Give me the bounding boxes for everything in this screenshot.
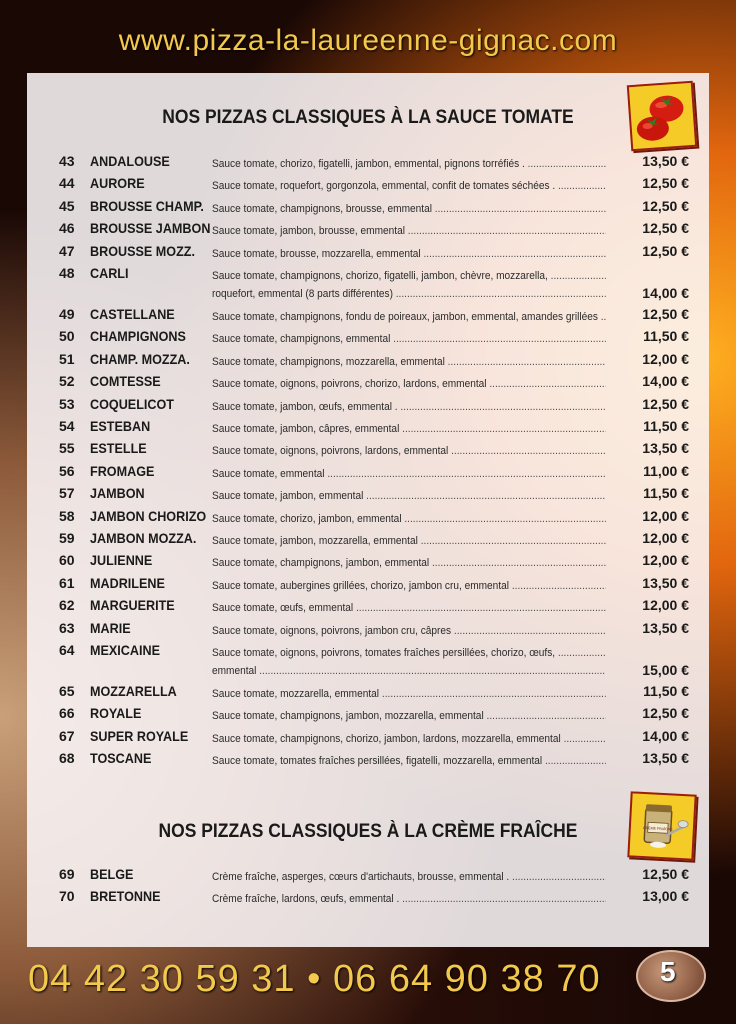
menu-item-price: 13,50 € — [642, 619, 689, 636]
menu-item-number: 52 — [59, 373, 75, 390]
menu-item-name: SUPER ROYALE — [90, 727, 189, 744]
menu-item-price: 12,50 € — [642, 866, 689, 882]
menu-item-number: 43 — [59, 153, 75, 169]
menu-item-number: 53 — [59, 395, 75, 412]
menu-item-number: 51 — [59, 350, 75, 367]
menu-item-description: Sauce tomate, champignons, chorizo, jambon, lardons, mozzarella, emmental ..... — [212, 730, 606, 748]
creme-fraiche-jar-label: CRÈME FRAÎCHE — [642, 826, 673, 832]
menu-item-price: 12,00 € — [642, 552, 689, 569]
menu-item-name: BRETONNE — [90, 888, 161, 905]
menu-item-description: Sauce tomate, chorizo, figatelli, jambon, emmental, pignons torréfiés . ..... — [212, 155, 606, 173]
menu-item-number: 70 — [59, 888, 75, 905]
menu-item-price: 14,00 € — [642, 285, 689, 301]
menu-item-row — [27, 728, 709, 750]
menu-item-row — [27, 463, 709, 485]
menu-item-number: 57 — [59, 485, 75, 502]
menu-item-row — [27, 175, 709, 197]
menu-item-number: 60 — [59, 552, 75, 569]
menu-item-description: Sauce tomate, oignons, poivrons, jambon cru, câpres ..... — [212, 622, 606, 640]
menu-item-name: MADRILENE — [90, 574, 165, 591]
menu-item-row — [27, 683, 709, 705]
menu-item-name: COQUELICOT — [90, 395, 175, 412]
menu-item-price: 12,50 € — [642, 175, 689, 192]
menu-item-price: 11,00 € — [643, 462, 689, 479]
menu-item-price: 12,50 € — [642, 242, 689, 259]
menu-item-number: 64 — [59, 642, 75, 658]
menu-item-number: 63 — [59, 619, 75, 636]
menu-item-description: Sauce tomate, champignons, jambon, mozzarella, emmental ..... — [212, 707, 606, 725]
menu-item-description: Sauce tomate, champignons, fondu de poireaux, jambon, emmental, amandes grillées ..... — [212, 308, 606, 326]
menu-item-number: 46 — [59, 220, 75, 237]
menu-item-name: BROUSSE MOZZ. — [90, 242, 196, 259]
menu-item-row — [27, 530, 709, 552]
menu-item-name: TOSCANE — [90, 750, 152, 767]
menu-item-description: Sauce tomate, jambon, œufs, emmental . ..... — [212, 398, 606, 416]
menu-item-description: Sauce tomate, aubergines grillées, chorizo, jambon cru, emmental ..... — [212, 577, 606, 595]
menu-item-number: 61 — [59, 574, 75, 591]
menu-item-row — [27, 642, 709, 678]
menu-item-name: JULIENNE — [90, 552, 153, 569]
menu-item-row — [27, 153, 709, 175]
menu-item-price: 11,50 € — [643, 418, 689, 434]
menu-item-name: AURORE — [90, 175, 145, 192]
menu-item-number: 59 — [59, 530, 75, 546]
menu-item-description: Sauce tomate, oignons, poivrons, chorizo, lardons, emmental ..... — [212, 375, 606, 393]
menu-item-price: 12,50 € — [642, 395, 689, 412]
menu-item-name: MARIE — [90, 619, 131, 636]
menu-item-number: 49 — [59, 306, 75, 322]
menu-item-description: Sauce tomate, roquefort, gorgonzola, emmental, confit de tomates séchées . ..... — [212, 177, 606, 195]
menu-item-price: 12,50 € — [642, 306, 689, 322]
website-url: www.pizza-la-laureenne-gignac.com — [118, 24, 618, 57]
menu-item-price: 14,00 € — [642, 727, 689, 744]
menu-item-price: 12,50 € — [642, 220, 689, 237]
menu-item-name: MOZZARELLA — [90, 683, 177, 699]
menu-item-description: Sauce tomate, mozzarella, emmental ..... — [212, 685, 606, 703]
menu-item-name: JAMBON MOZZA. — [90, 530, 197, 546]
menu-item-number: 69 — [59, 866, 75, 882]
menu-item-name: FROMAGE — [90, 462, 155, 479]
menu-item-number: 47 — [59, 242, 75, 259]
menu-item-row — [27, 597, 709, 619]
page-number: 5 — [660, 956, 676, 987]
menu-item-description: Sauce tomate, champignons, mozzarella, emmental ..... — [212, 353, 606, 371]
menu-item-description: Sauce tomate, tomates fraîches persillées, figatelli, mozzarella, emmental ..... — [212, 752, 606, 770]
menu-item-price: 11,50 € — [643, 485, 689, 502]
menu-item-description: Sauce tomate, oignons, poivrons, lardons, emmental ..... — [212, 442, 606, 460]
menu-item-number: 67 — [59, 727, 75, 744]
menu-item-row — [27, 418, 709, 440]
creme-fraiche-icon — [627, 791, 696, 860]
menu-item-row — [27, 552, 709, 574]
menu-item-row — [27, 750, 709, 772]
phone-separator: • — [307, 958, 322, 1000]
menu-item-name: ESTELLE — [90, 440, 147, 457]
menu-item-number: 66 — [59, 705, 75, 722]
menu-item-row — [27, 508, 709, 530]
menu-item-row — [27, 440, 709, 462]
menu-item-row — [27, 705, 709, 727]
tomato-icon — [627, 81, 697, 151]
menu-item-number: 45 — [59, 197, 75, 214]
menu-item-description: Sauce tomate, jambon, câpres, emmental ..... — [212, 420, 606, 438]
menu-item-row — [27, 620, 709, 642]
menu-item-number: 55 — [59, 440, 75, 457]
menu-item-row — [27, 866, 709, 888]
menu-item-description: Sauce tomate, brousse, mozzarella, emmental ..... — [212, 245, 606, 263]
menu-item-name: BROUSSE CHAMP. — [90, 197, 204, 214]
menu-item-price: 13,50 € — [642, 153, 689, 169]
menu-item-row — [27, 243, 709, 265]
menu-item-description: Sauce tomate, jambon, mozzarella, emmental ..... — [212, 532, 606, 550]
menu-item-description: Crème fraîche, lardons, œufs, emmental . ..... — [212, 890, 606, 908]
menu-item-name: CARLI — [90, 265, 129, 281]
menu-item-number: 50 — [59, 328, 75, 345]
menu-item-name: BELGE — [90, 866, 134, 882]
menu-item-row — [27, 328, 709, 350]
menu-item-price: 15,00 € — [642, 662, 689, 678]
menu-item-price: 12,50 € — [642, 705, 689, 722]
menu-item-description: Sauce tomate, emmental ..... — [212, 465, 606, 483]
phone-number-2[interactable]: 06 64 90 38 70 — [333, 958, 601, 1000]
menu-item-number: 44 — [59, 175, 75, 192]
menu-item-number: 68 — [59, 750, 75, 767]
menu-item-price: 12,00 € — [642, 597, 689, 614]
menu-item-price: 13,50 € — [642, 440, 689, 457]
menu-item-price: 11,50 € — [643, 683, 689, 699]
menu-item-description: Crème fraîche, asperges, cœurs d'artichauts, brousse, emmental . ..... — [212, 868, 606, 886]
menu-item-name: CHAMPIGNONS — [90, 328, 186, 345]
menu-item-price: 13,50 € — [642, 574, 689, 591]
menu-item-price: 14,00 € — [642, 373, 689, 390]
menu-item-description-line2: roquefort, emmental (8 parts différentes) ..... — [212, 285, 606, 303]
menu-item-name: ANDALOUSE — [90, 153, 170, 169]
menu-item-price: 12,00 € — [642, 507, 689, 524]
menu-item-row — [27, 888, 709, 910]
menu-item-name: ESTEBAN — [90, 418, 151, 434]
menu-item-description: Sauce tomate, champignons, brousse, emmental ..... — [212, 200, 606, 218]
section-title-creme: NOS PIZZAS CLASSIQUES À LA CRÈME FRAÎCHE — [158, 821, 578, 842]
menu-item-name: JAMBON CHORIZO — [90, 507, 207, 524]
menu-item-price: 12,00 € — [642, 350, 689, 367]
menu-item-description: Sauce tomate, oignons, poivrons, tomates fraîches persillées, chorizo, œufs, ..... — [212, 644, 606, 662]
menu-item-description: Sauce tomate, champignons, chorizo, figatelli, jambon, chèvre, mozzarella, ..... — [212, 267, 606, 285]
menu-item-description: Sauce tomate, chorizo, jambon, emmental ..... — [212, 510, 606, 528]
menu-item-row — [27, 198, 709, 220]
menu-item-name: MARGUERITE — [90, 597, 175, 614]
menu-item-number: 56 — [59, 462, 75, 479]
menu-item-name: CHAMP. MOZZA. — [90, 350, 190, 367]
menu-item-description: Sauce tomate, champignons, emmental ..... — [212, 330, 606, 348]
menu-item-name: JAMBON — [90, 485, 145, 502]
menu-item-description: Sauce tomate, champignons, jambon, emmental ..... — [212, 554, 606, 572]
menu-panel — [27, 73, 709, 947]
menu-item-row — [27, 373, 709, 395]
menu-item-description: Sauce tomate, jambon, emmental ..... — [212, 487, 606, 505]
menu-item-number: 48 — [59, 265, 75, 281]
menu-item-number: 65 — [59, 683, 75, 699]
menu-item-description: Sauce tomate, jambon, brousse, emmental ..... — [212, 222, 606, 240]
menu-item-description-line2: emmental ..... — [212, 662, 606, 680]
phone-numbers — [28, 958, 601, 1001]
menu-item-price: 11,50 € — [643, 328, 689, 345]
menu-item-description: Sauce tomate, œufs, emmental ..... — [212, 599, 606, 617]
menu-item-row — [27, 306, 709, 328]
phone-number-1[interactable]: 04 42 30 59 31 — [28, 958, 296, 1000]
menu-item-price: 13,50 € — [642, 750, 689, 767]
menu-item-number: 62 — [59, 597, 75, 614]
menu-item-number: 58 — [59, 507, 75, 524]
menu-item-row — [27, 220, 709, 242]
menu-item-name: CASTELLANE — [90, 306, 175, 322]
menu-item-row — [27, 265, 709, 301]
menu-item-name: ROYALE — [90, 705, 142, 722]
menu-item-row — [27, 351, 709, 373]
menu-item-name: BROUSSE JAMBON — [90, 220, 211, 237]
menu-item-name: COMTESSE — [90, 373, 161, 390]
menu-item-price: 12,50 € — [642, 197, 689, 214]
section-title-tomato: NOS PIZZAS CLASSIQUES À LA SAUCE TOMATE — [162, 107, 574, 128]
menu-item-number: 54 — [59, 418, 75, 434]
menu-item-row — [27, 575, 709, 597]
menu-item-price: 12,00 € — [642, 530, 689, 546]
menu-item-price: 13,00 € — [642, 888, 689, 905]
menu-item-row — [27, 485, 709, 507]
menu-item-name: MEXICAINE — [90, 642, 161, 658]
menu-item-row — [27, 396, 709, 418]
